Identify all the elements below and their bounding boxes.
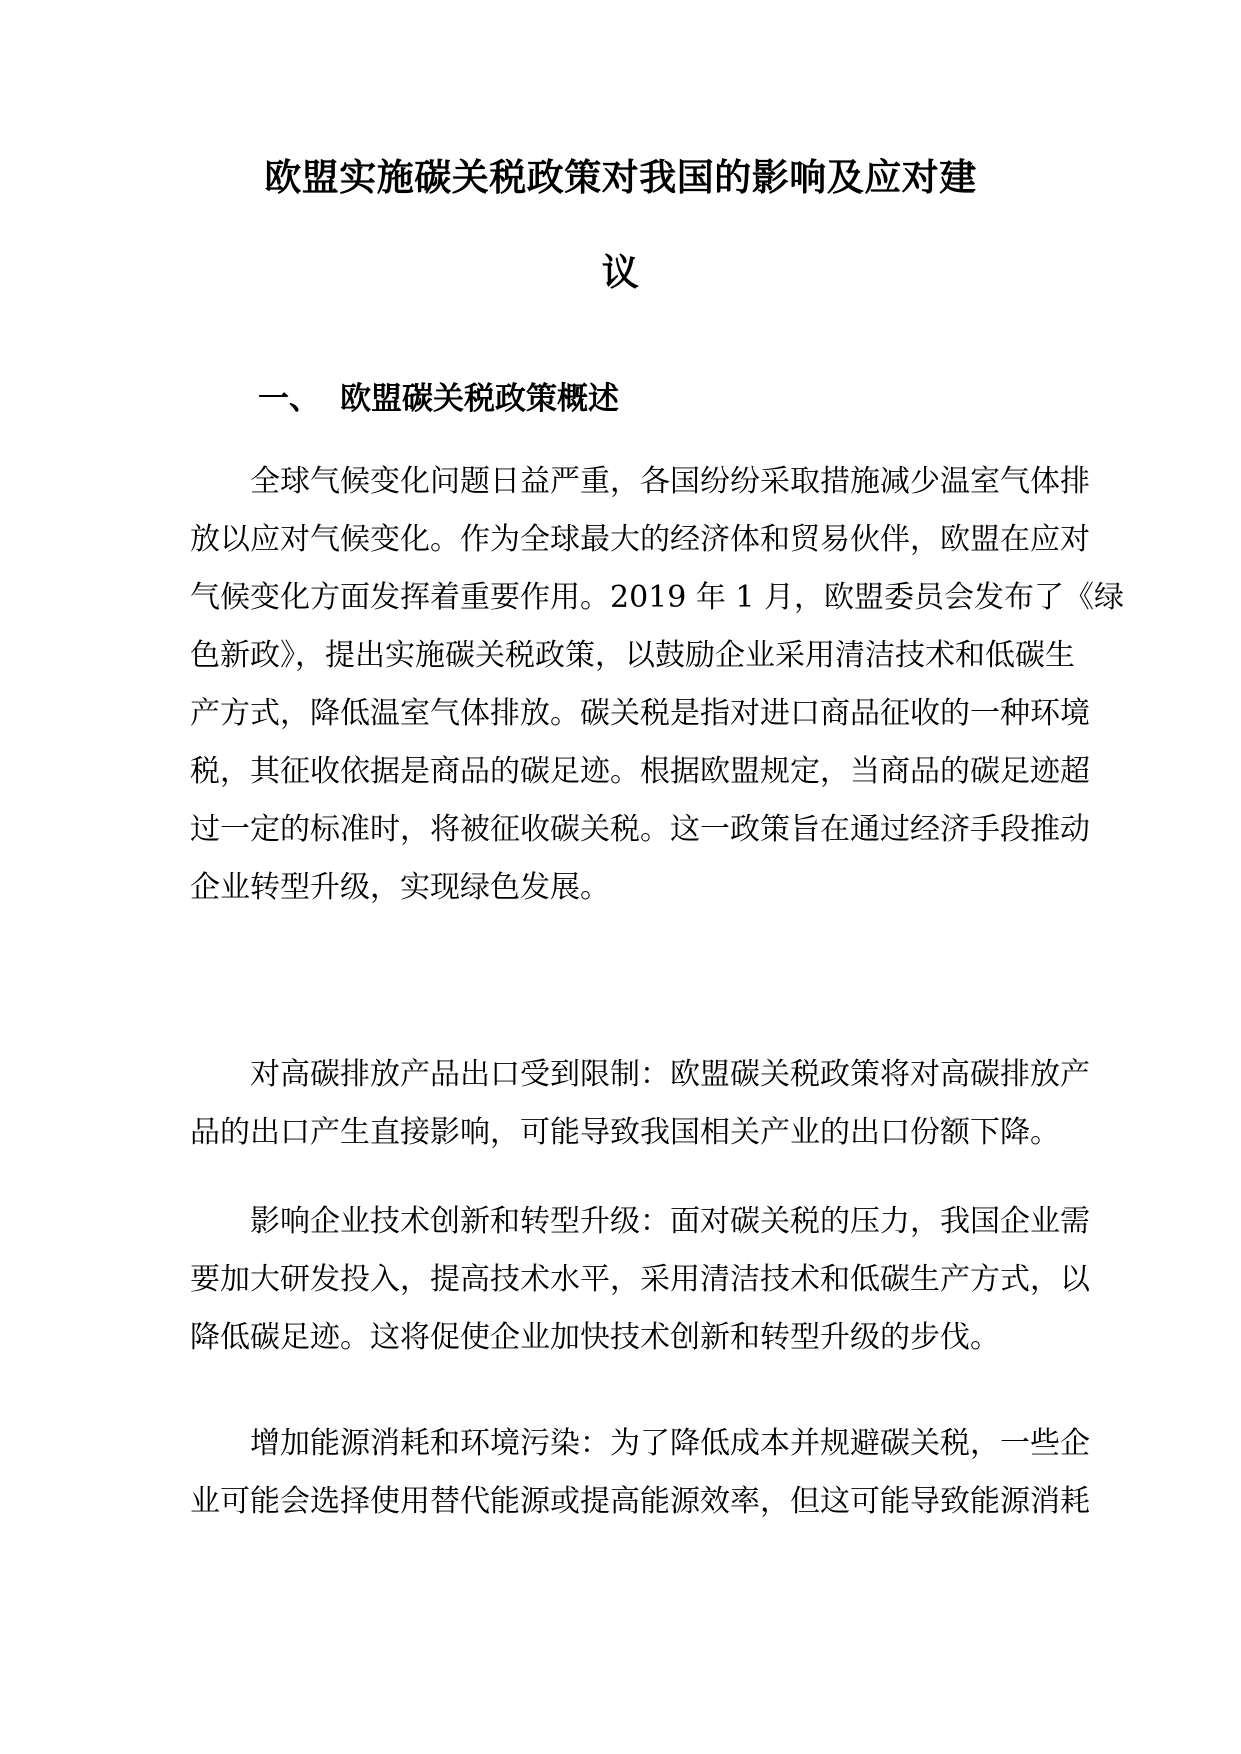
paragraph-line: 对高碳排放产品出口受到限制：欧盟碳关税政策将对高碳排放产 bbox=[190, 1057, 1090, 1092]
document-title-line-1: 欧盟实施碳关税政策对我国的影响及应对建 bbox=[264, 155, 977, 199]
paragraph-1 bbox=[190, 453, 1125, 917]
paragraph-4 bbox=[190, 1415, 1090, 1531]
document-title-line-2: 议 bbox=[601, 250, 640, 294]
paragraph-line: 气候变化方面发挥着重要作用。2019 年 1 月，欧盟委员会发布了《绿 bbox=[190, 580, 1125, 615]
section-heading-text: 欧盟碳关税政策概述 bbox=[340, 381, 619, 417]
paragraph-2 bbox=[190, 1046, 1090, 1162]
paragraph-3 bbox=[190, 1193, 1090, 1367]
paragraph-line: 放以应对气候变化。作为全球最大的经济体和贸易伙伴，欧盟在应对 bbox=[190, 522, 1090, 557]
paragraph-line: 品的出口产生直接影响，可能导致我国相关产业的出口份额下降。 bbox=[190, 1115, 1060, 1150]
paragraph-line: 税，其征收依据是商品的碳足迹。根据欧盟规定，当商品的碳足迹超 bbox=[190, 754, 1090, 789]
paragraph-line: 产方式，降低温室气体排放。碳关税是指对进口商品征收的一种环境 bbox=[190, 696, 1090, 731]
paragraph-line: 全球气候变化问题日益严重，各国纷纷采取措施减少温室气体排 bbox=[190, 464, 1090, 499]
paragraph-line: 色新政》，提出实施碳关税政策，以鼓励企业采用清洁技术和低碳生 bbox=[190, 638, 1075, 673]
section-heading-1 bbox=[258, 377, 619, 421]
paragraph-line: 影响企业技术创新和转型升级：面对碳关税的压力，我国企业需 bbox=[190, 1204, 1090, 1239]
paragraph-line: 增加能源消耗和环境污染：为了降低成本并规避碳关税，一些企 bbox=[190, 1426, 1090, 1461]
section-number: 一、 bbox=[258, 381, 320, 417]
paragraph-line: 降低碳足迹。这将促使企业加快技术创新和转型升级的步伐。 bbox=[190, 1320, 1000, 1355]
paragraph-line: 要加大研发投入，提高技术水平，采用清洁技术和低碳生产方式，以 bbox=[190, 1262, 1090, 1297]
paragraph-line: 业可能会选择使用替代能源或提高能源效率，但这可能导致能源消耗 bbox=[190, 1484, 1090, 1519]
paragraph-line: 过一定的标准时，将被征收碳关税。这一政策旨在通过经济手段推动 bbox=[190, 812, 1090, 847]
paragraph-line: 企业转型升级，实现绿色发展。 bbox=[190, 870, 610, 905]
